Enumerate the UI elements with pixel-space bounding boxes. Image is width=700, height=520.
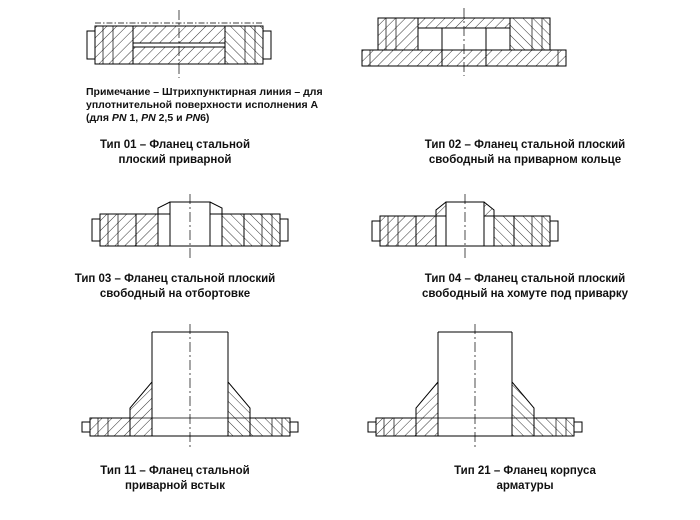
pn-label-1: PN: [111, 112, 127, 124]
caption-type-02: [350, 138, 700, 167]
note-prefix: (для: [86, 112, 112, 124]
caption-line-2: свободный на хомуте под приварку: [421, 287, 629, 300]
figure-drawing-type-11: [0, 322, 350, 452]
figure-type-01: [0, 4, 350, 82]
figure-type-04: [350, 192, 700, 262]
caption-line-1: Тип 04 – Фланец стальной плоский: [424, 273, 626, 285]
caption-type-01: [0, 138, 350, 167]
caption-line-1: Тип 03 – Фланец стальной плоский: [74, 273, 276, 285]
pn-value-2: 2,5 и: [155, 112, 186, 124]
caption-type-03: [0, 272, 350, 301]
caption-line-1: Тип 21 – Фланец корпуса: [454, 465, 596, 477]
figure-drawing-type-02: [350, 4, 700, 82]
note-line-3: [86, 112, 356, 125]
caption-line-1: Тип 02 – Фланец стальной плоский: [424, 139, 626, 151]
figure-drawing-type-21: [350, 322, 700, 452]
figure-drawing-type-01: [0, 4, 350, 82]
caption-line-2: свободный на отбортовке: [99, 287, 251, 300]
figure-drawing-type-03: [0, 192, 350, 262]
drawing-type-21: [350, 322, 700, 452]
figure-type-21: [350, 322, 700, 452]
caption-line-2: свободный на приварном кольце: [428, 153, 622, 166]
figure-type-02: [350, 4, 700, 82]
caption-line-2: арматуры: [496, 479, 554, 492]
caption-line-2: плоский приварной: [118, 153, 232, 166]
note-line-1: Примечание – Штрихпунктирная линия – для: [86, 86, 323, 98]
pn-value-1: 1,: [126, 112, 142, 124]
drawing-type-11: [0, 322, 350, 452]
drawing-type-02: [350, 4, 700, 82]
caption-line-1: Тип 01 – Фланец стальной: [99, 139, 251, 151]
drawing-type-01: [0, 4, 350, 82]
caption-line-1: Тип 11 – Фланец стальной: [100, 465, 250, 477]
figure-type-03: [0, 192, 350, 262]
drawing-type-04: [350, 192, 700, 262]
pn-label-3: PN: [185, 112, 201, 124]
caption-type-11: [0, 464, 350, 493]
caption-line-2: приварной встык: [124, 479, 225, 492]
note-line-2: уплотнительной поверхности исполнения А: [86, 99, 319, 111]
pn-label-2: PN: [141, 112, 156, 124]
figure-type-11: [0, 322, 350, 452]
caption-type-21: [350, 464, 700, 493]
drawing-type-03: [0, 192, 350, 262]
note-block: [86, 86, 356, 125]
figure-drawing-type-04: [350, 192, 700, 262]
pn-value-3: 6): [200, 112, 210, 124]
caption-type-04: [350, 272, 700, 301]
